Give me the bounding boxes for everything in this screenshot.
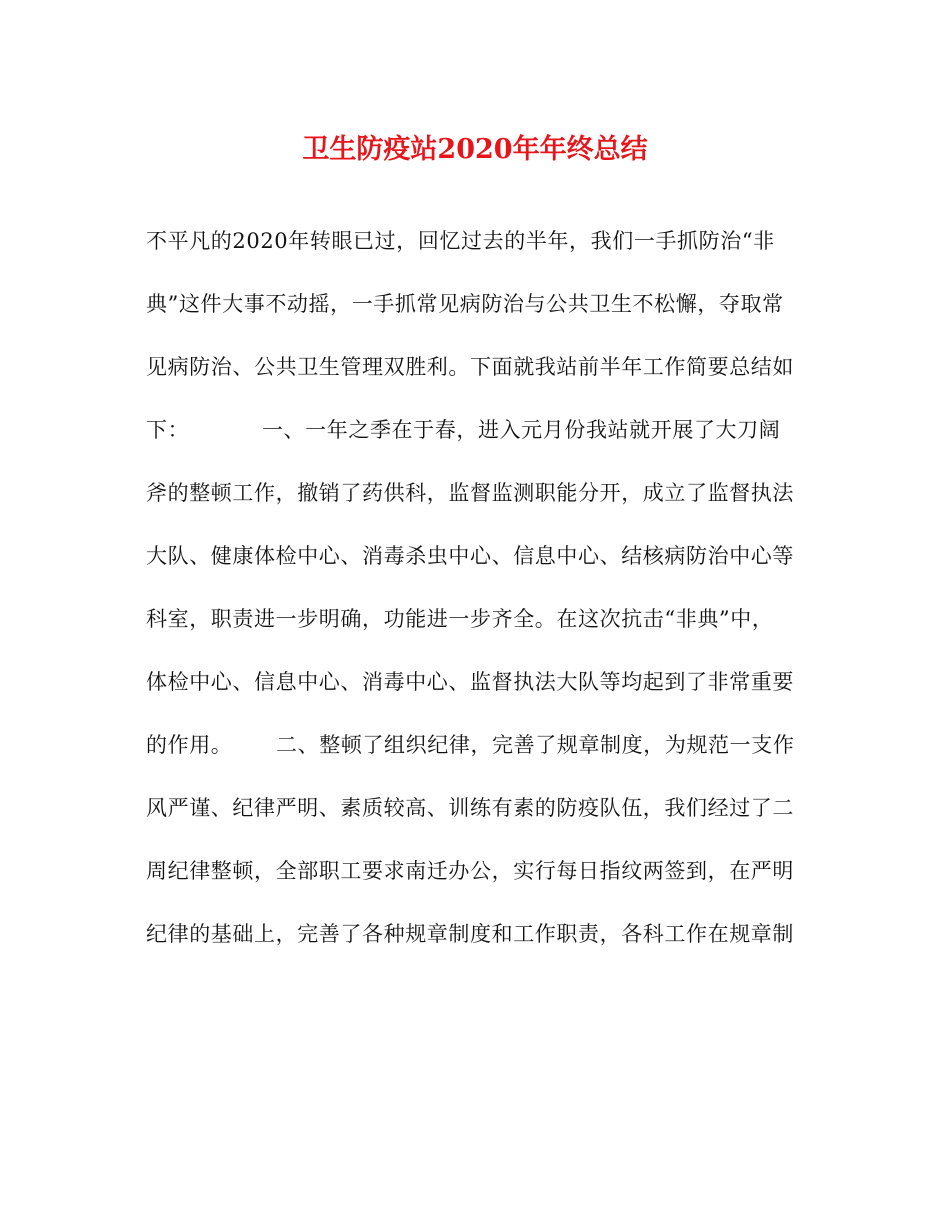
body-line: 的作用。 二、整顿了组织纪律，完善了规章制度，为规范一支作 <box>146 733 795 757</box>
body-line: 下： 一、一年之季在于春，进入元月份我站就开展了大刀阔 <box>146 418 781 442</box>
body-line: 典”这件大事不动摇，一手抓常见病防治与公共卫生不松懈，夺取常 <box>146 292 784 316</box>
body-line: 斧的整顿工作，撤销了药供科，监督监测职能分开，成立了监督执法 <box>146 481 794 505</box>
body-line: 大队、健康体检中心、消毒杀虫中心、信息中心、结核病防治中心等 <box>146 544 794 568</box>
body-line: 纪律的基础上，完善了各种规章制度和工作职责，各科工作在规章制 <box>146 922 794 946</box>
body-line: 体检中心、信息中心、消毒中心、监督执法大队等均起到了非常重要 <box>146 670 794 694</box>
body-line: 风严谨、纪律严明、素质较高、训练有素的防疫队伍，我们经过了二 <box>146 796 794 820</box>
body-line: 科室，职责进一步明确，功能进一步齐全。在这次抗击“非典”中， <box>146 607 774 631</box>
document-body <box>146 210 806 966</box>
document-title: 卫生防疫站2020年年终总结 <box>302 134 648 165</box>
body-line: 周纪律整顿，全部职工要求南迁办公，实行每日指纹两签到，在严明 <box>146 859 794 883</box>
body-line: 见病防治、公共卫生管理双胜利。下面就我站前半年工作简要总结如 <box>146 355 794 379</box>
body-line: 不平凡的2020年转眼已过，回忆过去的半年，我们一手抓防治“非 <box>146 229 775 253</box>
